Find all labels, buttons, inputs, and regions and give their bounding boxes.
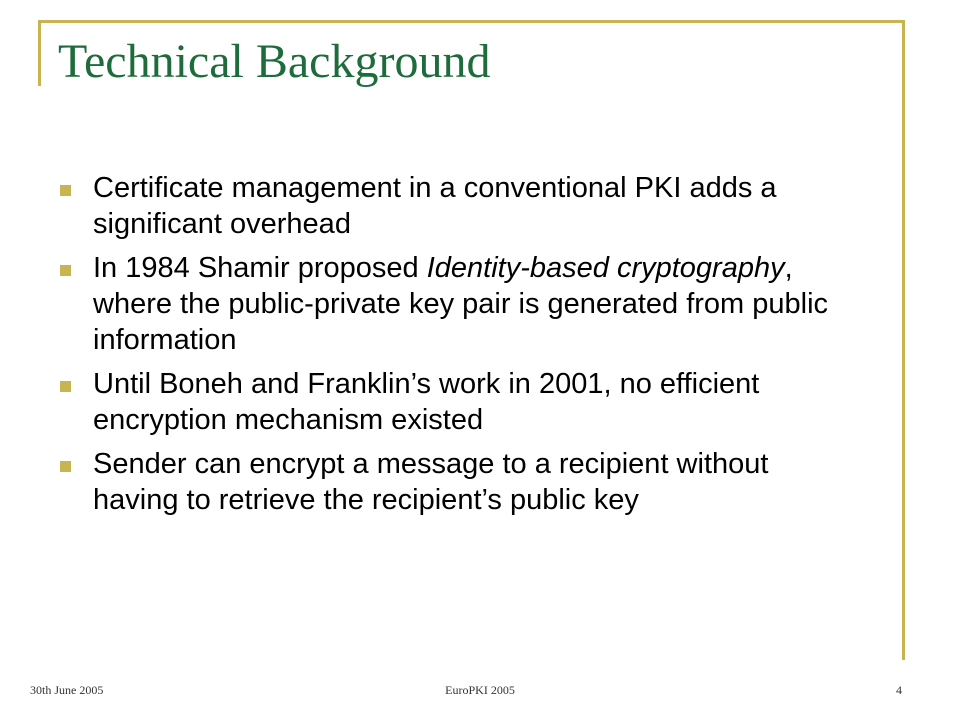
frame-right-rule bbox=[902, 20, 905, 660]
bullet-text: Certificate management in a conventional PKI adds a significant overhead bbox=[93, 172, 777, 240]
square-bullet-icon bbox=[60, 265, 71, 276]
bullet-list bbox=[60, 170, 850, 526]
footer-date: 30th June 2005 bbox=[30, 683, 104, 697]
bullet-text: Sender can encrypt a message to a recipient without having to retrieve the recipient’s public key bbox=[93, 448, 769, 516]
slide-title: Technical Background bbox=[58, 35, 491, 88]
bullet-item bbox=[60, 446, 850, 518]
frame-left-rule bbox=[38, 20, 41, 86]
bullet-item bbox=[60, 250, 850, 358]
bullet-item bbox=[60, 366, 850, 438]
square-bullet-icon bbox=[60, 461, 71, 472]
footer-conference: EuroPKI 2005 bbox=[445, 683, 515, 697]
footer-page-number: 4 bbox=[896, 683, 902, 697]
bullet-text: Until Boneh and Franklin’s work in 2001, no efficient encryption mechanism existed bbox=[93, 368, 760, 436]
square-bullet-icon bbox=[60, 381, 71, 392]
frame-top-rule bbox=[38, 20, 904, 23]
bullet-text-emphasis: Identity-based cryptography bbox=[426, 252, 785, 284]
square-bullet-icon bbox=[60, 185, 71, 196]
bullet-text-lead: In 1984 Shamir proposed bbox=[93, 252, 427, 284]
bullet-item bbox=[60, 170, 850, 242]
bullet-text-tail: , where the public-private key pair is generated from public information bbox=[93, 252, 829, 356]
